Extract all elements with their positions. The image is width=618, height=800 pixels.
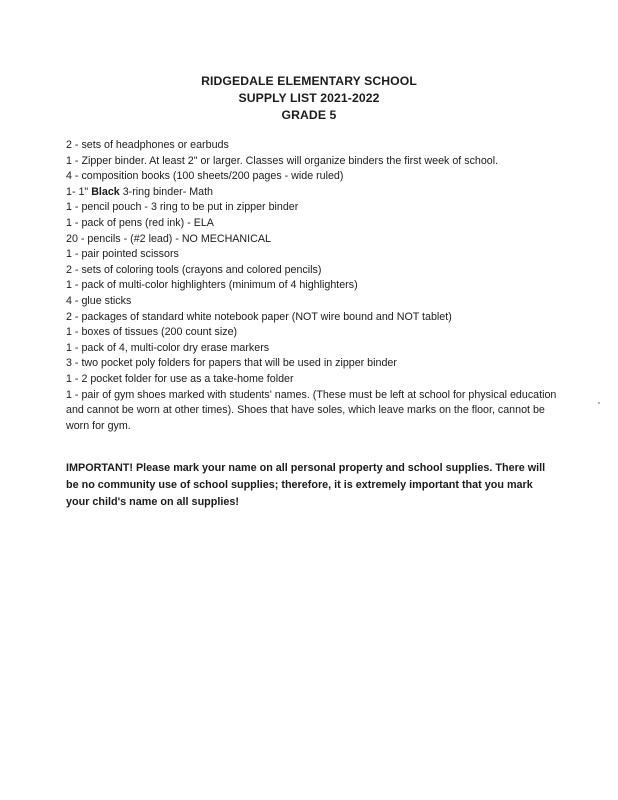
list-item-prefix: 1- 1" xyxy=(66,185,92,198)
list-item: 1 - Zipper binder. At least 2" or larger. Classes will organize binders the first week of school. xyxy=(66,154,499,167)
list-item: 1 - pair pointed scissors xyxy=(66,248,179,261)
list-item xyxy=(66,185,566,201)
supply-list xyxy=(66,138,566,434)
list-item: 20 - pencils - (#2 lead) - NO MECHANICAL xyxy=(66,232,271,245)
list-item: 4 - glue sticks xyxy=(66,294,132,307)
list-item: 3 - two pocket poly folders for papers that will be used in zipper binder xyxy=(66,357,397,370)
supply-list-title: SUPPLY LIST 2021-2022 xyxy=(238,91,380,105)
list-item: 1 - pack of 4, multi-color dry erase markers xyxy=(66,341,270,354)
list-item: 1 - pack of multi-color highlighters (minimum of 4 highlighters) xyxy=(66,279,358,292)
list-item: 2 - packages of standard white notebook paper (NOT wire bound and NOT tablet) xyxy=(66,310,452,323)
list-item: 1 - 2 pocket folder for use as a take-home folder xyxy=(66,372,294,385)
important-notice: IMPORTANT! Please mark your name on all personal property and school supplies. There will be no community use of school supplies; therefore, it is extremely important that you mark your child's name on all supplies! xyxy=(66,462,546,508)
list-item: 2 - sets of headphones or earbuds xyxy=(66,139,229,151)
list-item-suffix: 3-ring binder- Math xyxy=(119,185,213,198)
grade-label: GRADE 5 xyxy=(281,108,337,122)
list-item-emphasis: Black xyxy=(91,185,120,198)
list-item: 1 - pack of pens (red ink) - ELA xyxy=(66,216,214,229)
list-item: 1 - boxes of tissues (200 count size) xyxy=(66,326,238,339)
list-item: 1 - pair of gym shoes marked with students' names. (These must be left at school for physical education and cannot be worn at other times). Shoes that have soles, which leave marks on the floor, cannot be worn for gym. xyxy=(66,388,557,432)
list-item: 1 - pencil pouch - 3 ring to be put in zipper binder xyxy=(66,201,299,214)
scan-speck xyxy=(598,402,600,404)
list-item: 2 - sets of coloring tools (crayons and colored pencils) xyxy=(66,263,322,276)
school-name: RIDGEDALE ELEMENTARY SCHOOL xyxy=(201,74,417,88)
document-header xyxy=(0,73,618,124)
list-item: 4 - composition books (100 sheets/200 pages - wide ruled) xyxy=(66,170,344,183)
